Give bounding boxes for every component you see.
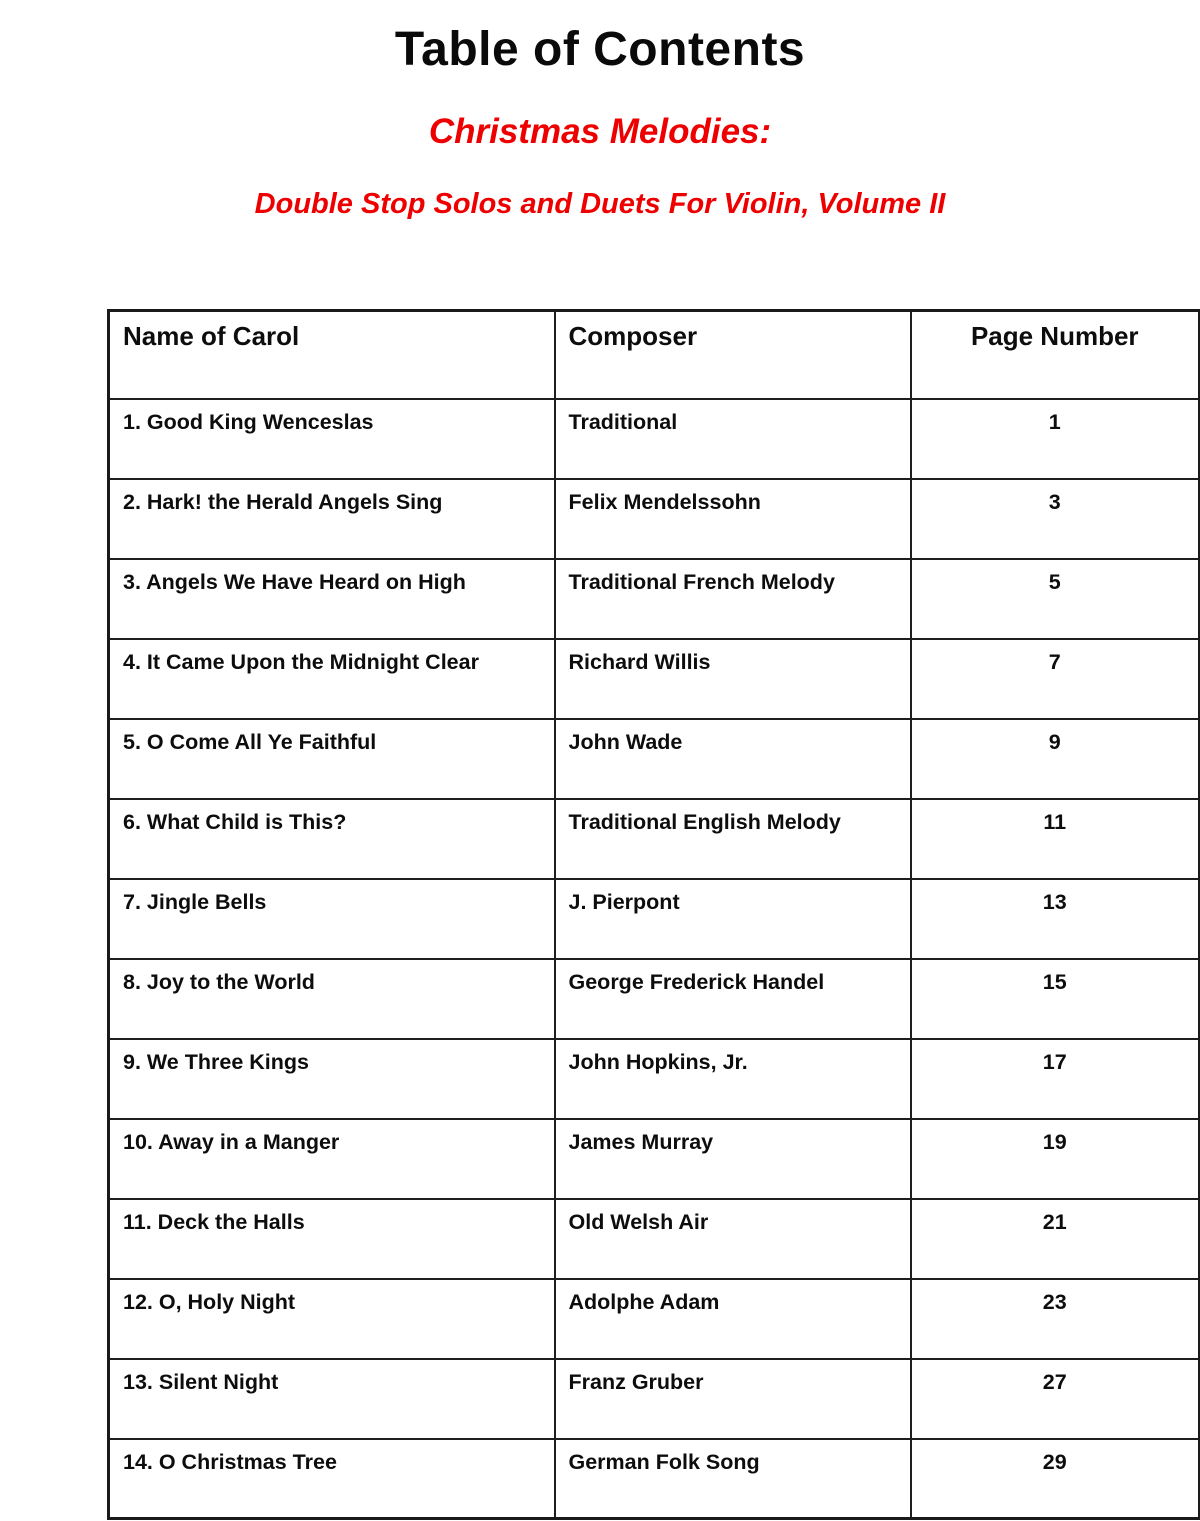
composer-cell: Adolphe Adam xyxy=(555,1279,911,1359)
table-row xyxy=(109,399,1200,479)
page-number-cell: 1 xyxy=(911,399,1200,479)
carol-name-cell: 4. It Came Upon the Midnight Clear xyxy=(109,639,555,719)
page-number-cell: 13 xyxy=(911,879,1200,959)
page-number-cell: 9 xyxy=(911,719,1200,799)
page-number-cell: 17 xyxy=(911,1039,1200,1119)
carol-name-cell: 13. Silent Night xyxy=(109,1359,555,1439)
composer-cell: George Frederick Handel xyxy=(555,959,911,1039)
carol-name-cell: 14. O Christmas Tree xyxy=(109,1439,555,1519)
carol-name-cell: 10. Away in a Manger xyxy=(109,1119,555,1199)
table-row xyxy=(109,479,1200,559)
table-row xyxy=(109,1359,1200,1439)
page-title: Table of Contents xyxy=(394,23,806,76)
carol-name-cell: 6. What Child is This? xyxy=(109,799,555,879)
page-number-cell: 29 xyxy=(911,1439,1200,1519)
table-row xyxy=(109,719,1200,799)
carol-name-cell: 2. Hark! the Herald Angels Sing xyxy=(109,479,555,559)
column-header-composer: Composer xyxy=(555,311,911,399)
table-row xyxy=(109,559,1200,639)
composer-cell: Old Welsh Air xyxy=(555,1199,911,1279)
composer-cell: German Folk Song xyxy=(555,1439,911,1519)
book-title: Christmas Melodies: xyxy=(428,112,772,151)
carol-name-cell: 7. Jingle Bells xyxy=(109,879,555,959)
column-header-carol: Name of Carol xyxy=(109,311,555,399)
composer-cell: Richard Willis xyxy=(555,639,911,719)
page-number-cell: 19 xyxy=(911,1119,1200,1199)
table-row xyxy=(109,1119,1200,1199)
table-row xyxy=(109,959,1200,1039)
page-number-cell: 15 xyxy=(911,959,1200,1039)
book-subtitle: Double Stop Solos and Duets For Violin, Volume II xyxy=(254,188,946,220)
table-row xyxy=(109,639,1200,719)
table-row xyxy=(109,799,1200,879)
carol-name-cell: 11. Deck the Halls xyxy=(109,1199,555,1279)
composer-cell: Felix Mendelssohn xyxy=(555,479,911,559)
carol-name-cell: 12. O, Holy Night xyxy=(109,1279,555,1359)
column-header-page: Page Number xyxy=(911,311,1200,399)
page-number-cell: 27 xyxy=(911,1359,1200,1439)
page-number-cell: 3 xyxy=(911,479,1200,559)
carol-name-cell: 9. We Three Kings xyxy=(109,1039,555,1119)
composer-cell: Traditional xyxy=(555,399,911,479)
page-number-cell: 23 xyxy=(911,1279,1200,1359)
table-row xyxy=(109,879,1200,959)
composer-cell: Franz Gruber xyxy=(555,1359,911,1439)
page-number-cell: 21 xyxy=(911,1199,1200,1279)
table-row xyxy=(109,1279,1200,1359)
carol-name-cell: 8. Joy to the World xyxy=(109,959,555,1039)
composer-cell: Traditional English Melody xyxy=(555,799,911,879)
page-number-cell: 5 xyxy=(911,559,1200,639)
page-number-cell: 11 xyxy=(911,799,1200,879)
composer-cell: James Murray xyxy=(555,1119,911,1199)
page-number-cell: 7 xyxy=(911,639,1200,719)
carol-name-cell: 5. O Come All Ye Faithful xyxy=(109,719,555,799)
carol-name-cell: 1. Good King Wenceslas xyxy=(109,399,555,479)
composer-cell: J. Pierpont xyxy=(555,879,911,959)
composer-cell: John Hopkins, Jr. xyxy=(555,1039,911,1119)
table-header-row xyxy=(109,311,1200,399)
contents-table xyxy=(107,309,1200,1520)
table-row xyxy=(109,1039,1200,1119)
table-row xyxy=(109,1439,1200,1519)
composer-cell: Traditional French Melody xyxy=(555,559,911,639)
table-row xyxy=(109,1199,1200,1279)
carol-name-cell: 3. Angels We Have Heard on High xyxy=(109,559,555,639)
composer-cell: John Wade xyxy=(555,719,911,799)
